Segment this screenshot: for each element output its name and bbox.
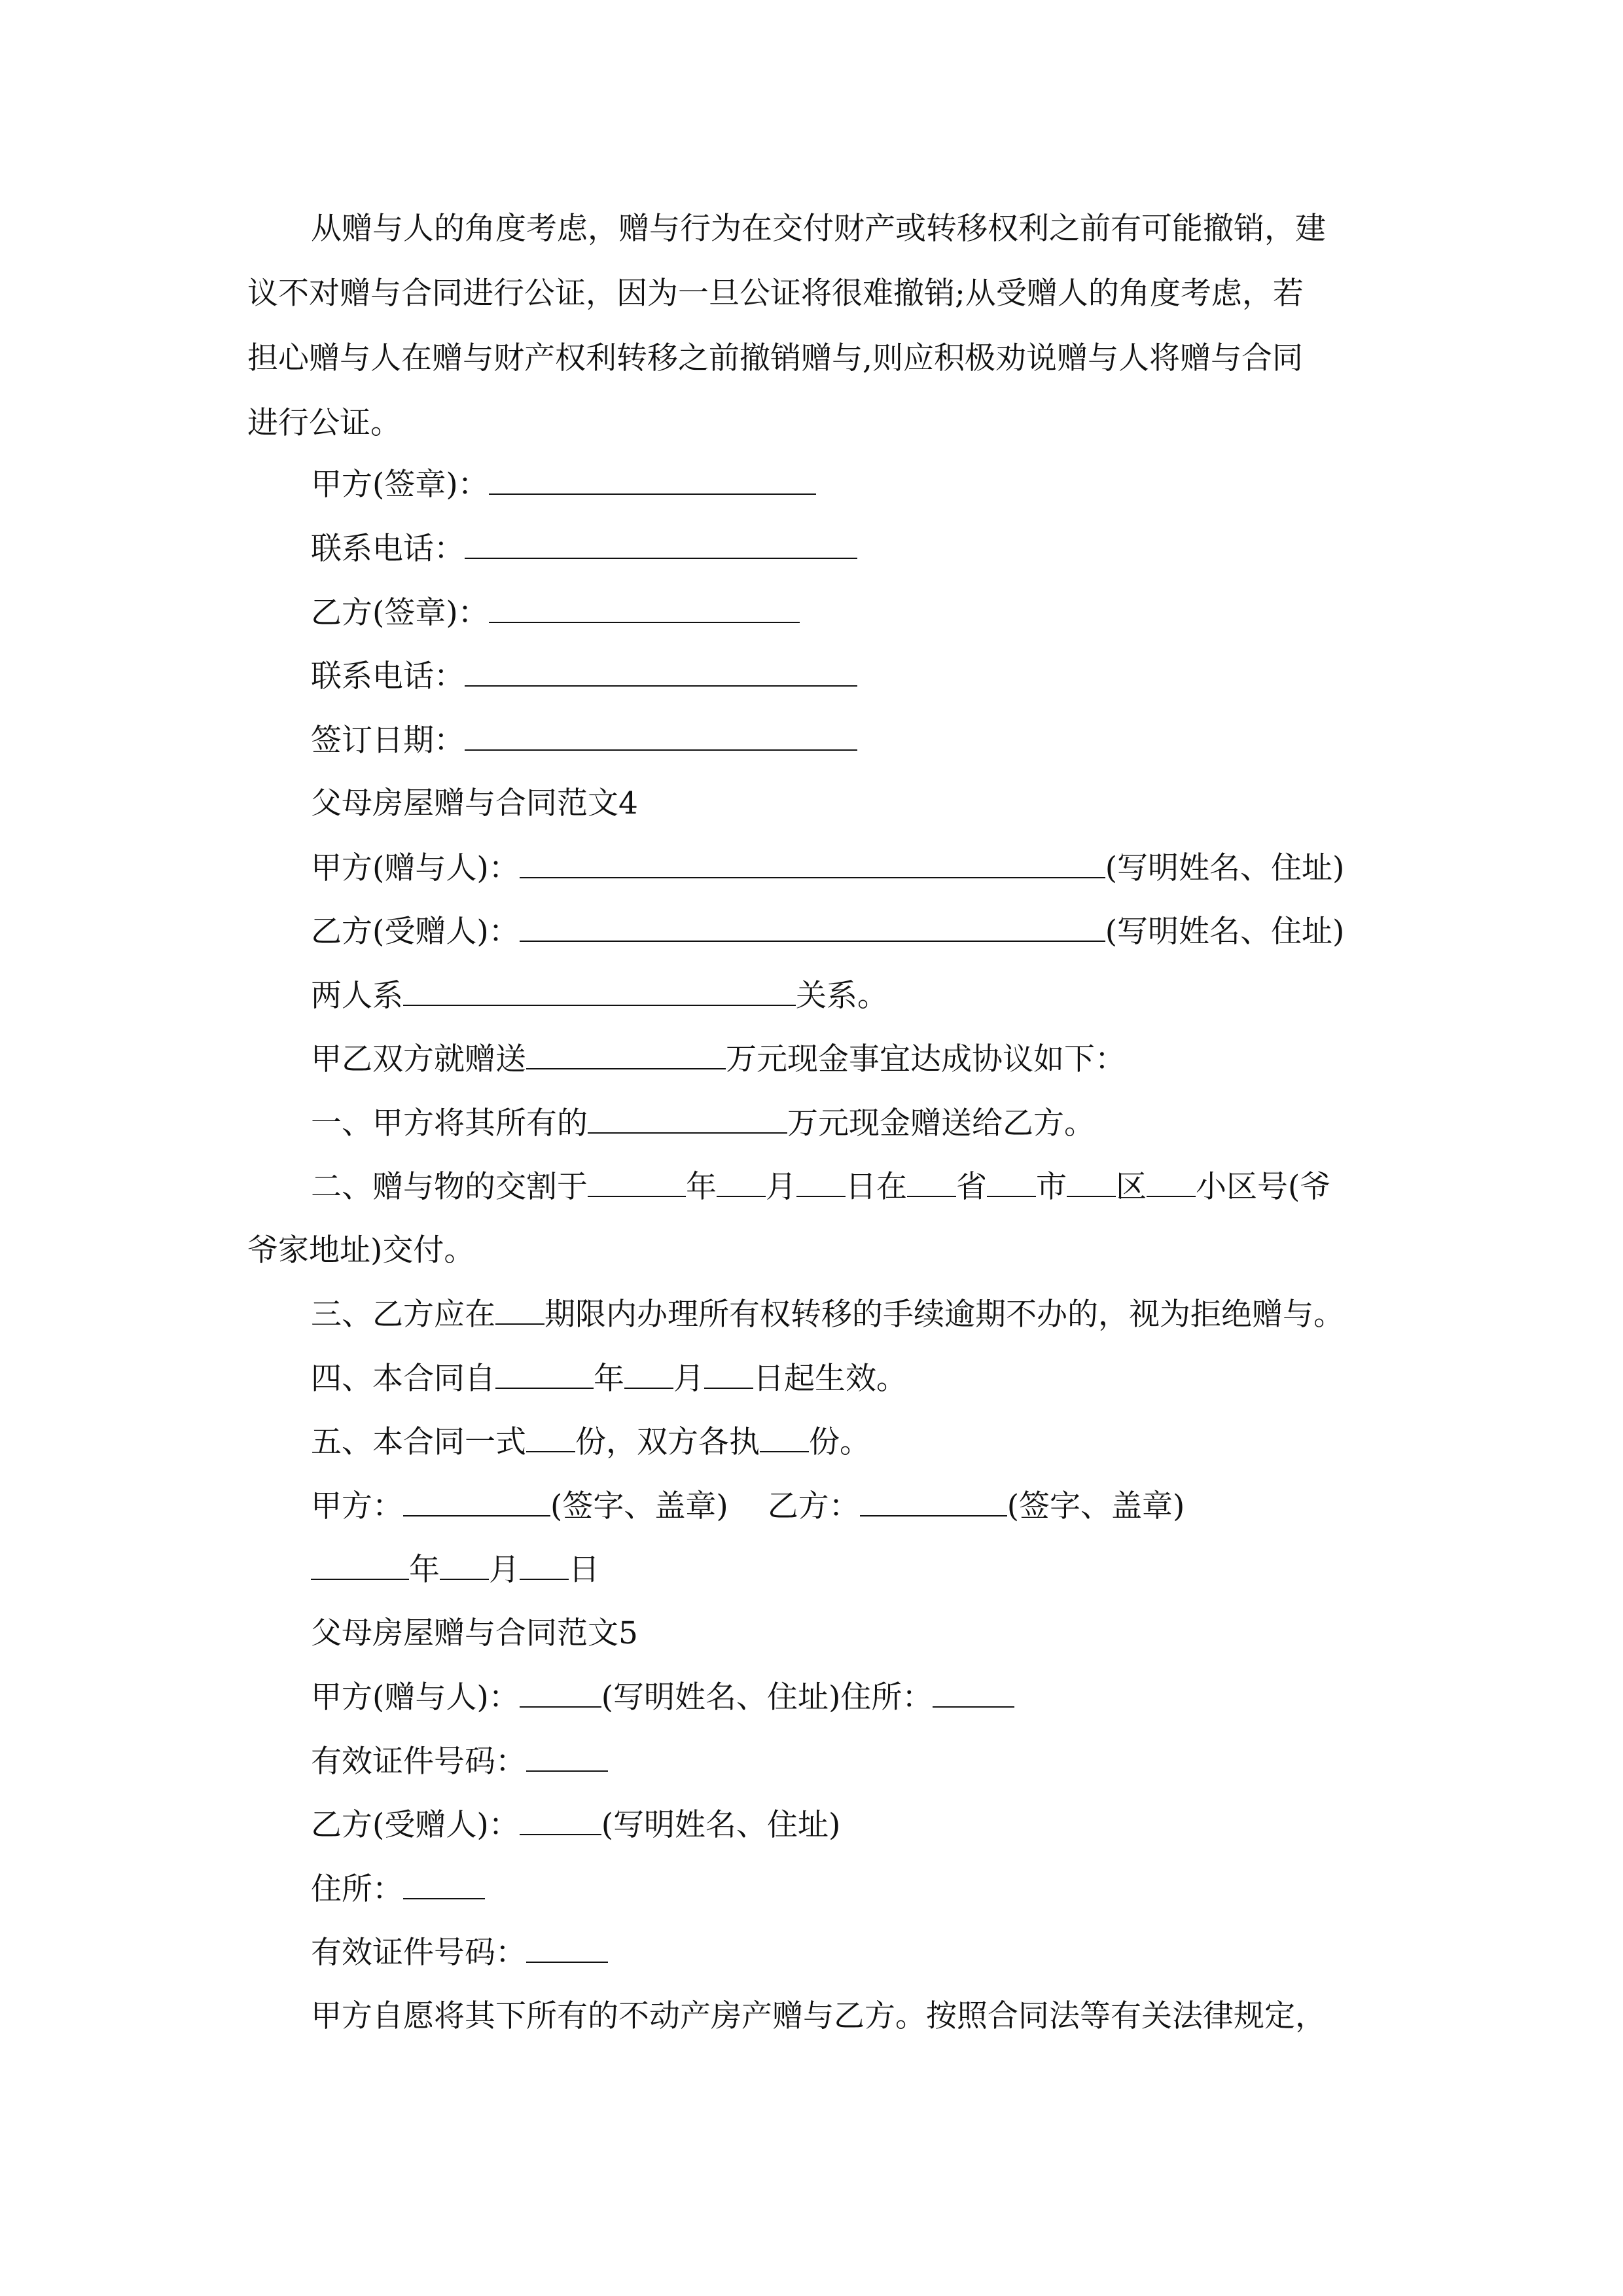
sample5-donor-note: (写明姓名、住址)住所： <box>601 1679 933 1715</box>
sample4-donor-label: 甲方(赠与人)： <box>311 850 520 886</box>
sample5-body: 甲方自愿将其下所有的不动产房产赠与乙方。按照合同法等有关法律规定， <box>311 1998 1326 2034</box>
clause4-pre: 四、本合同自 <box>311 1361 495 1397</box>
sample4-sign-b-blank[interactable] <box>860 1486 1007 1516</box>
sample4-sign-b-label: 乙方： <box>767 1488 860 1524</box>
sample4-donee-line <box>311 912 1344 952</box>
sample5-donee-blank[interactable] <box>520 1805 601 1835</box>
clause4-day-blank[interactable] <box>704 1359 753 1389</box>
clause2-district-blank[interactable] <box>1067 1167 1116 1197</box>
sample5-id-blank-1[interactable] <box>526 1742 608 1772</box>
clause3-post: 期限内办理所有权转移的手续逾期不办的，视为拒绝赠与。 <box>544 1297 1344 1333</box>
sample4-relation-pre: 两人系 <box>311 978 403 1014</box>
clause2-day-blank[interactable] <box>796 1167 846 1197</box>
sample4-relation-line <box>311 976 888 1016</box>
sample4-clause-3 <box>311 1295 1344 1335</box>
clause2-district: 区 <box>1116 1169 1147 1205</box>
clause5-each-blank[interactable] <box>760 1422 809 1452</box>
clause3-pre: 三、乙方应在 <box>311 1297 495 1333</box>
sample4-agree-post: 万元现金事宜达成协议如下： <box>726 1041 1126 1077</box>
clause1-amount-blank[interactable] <box>588 1103 787 1134</box>
sample5-id-line-2 <box>311 1933 608 1973</box>
phone-line-2 <box>311 656 857 696</box>
clause3-period-blank[interactable] <box>495 1295 544 1325</box>
clause2-tail: 小区号(爷 <box>1196 1169 1331 1205</box>
sample5-id-line-1 <box>311 1742 608 1782</box>
sample4-sign-a-blank[interactable] <box>403 1486 550 1516</box>
sample5-donor-label: 甲方(赠与人)： <box>311 1679 520 1715</box>
clause1-post: 万元现金赠送给乙方。 <box>787 1105 1095 1141</box>
sample5-address-blank[interactable] <box>403 1869 485 1899</box>
sample5-donee-note: (写明姓名、住址) <box>601 1807 841 1843</box>
sample4-clause-5 <box>311 1422 870 1462</box>
phone-blank-1[interactable] <box>465 529 857 559</box>
party-a-sign-line <box>311 465 816 505</box>
sample4-sign-line <box>311 1486 1185 1526</box>
clause4-month: 月 <box>673 1361 704 1397</box>
sample4-relation-blank[interactable] <box>403 976 796 1006</box>
phone-blank-2[interactable] <box>465 656 857 687</box>
phone-line-1 <box>311 529 857 569</box>
sample4-donor-note: (写明姓名、住址) <box>1105 850 1345 886</box>
sample4-donor-line <box>311 848 1344 888</box>
sample4-sign-a-label: 甲方： <box>311 1488 403 1524</box>
sample5-donor-blank[interactable] <box>520 1677 601 1708</box>
sample4-agree-pre: 甲乙双方就赠送 <box>311 1041 526 1077</box>
party-a-sign-label: 甲方(签章)： <box>311 467 489 503</box>
clause5-copies-blank[interactable] <box>526 1422 575 1452</box>
sample5-donor-address-blank[interactable] <box>933 1677 1014 1708</box>
sample5-id-blank-2[interactable] <box>526 1933 608 1963</box>
sample5-donor-line <box>311 1677 1014 1717</box>
sample4-clause-2 <box>311 1167 1330 1207</box>
clause1-pre: 一、甲方将其所有的 <box>311 1105 588 1141</box>
sample5-address-line <box>311 1869 485 1909</box>
party-b-sign-line <box>311 593 800 633</box>
clause2-community-blank[interactable] <box>1147 1167 1196 1197</box>
clause4-post: 日起生效。 <box>753 1361 907 1397</box>
sample4-sign-a-note: (签字、盖章) <box>550 1488 728 1524</box>
intro-line-1: 从赠与人的角度考虑，赠与行为在交付财产或转移权利之前有可能撤销，建 <box>311 211 1326 247</box>
sample4-relation-post: 关系。 <box>796 978 888 1014</box>
clause2-province: 省 <box>956 1169 987 1205</box>
sample4-date-year: 年 <box>409 1552 440 1588</box>
clause4-year: 年 <box>594 1361 624 1397</box>
intro-line-2: 议不对赠与合同进行公证，因为一旦公证将很难撤销;从受赠人的角度考虑，若 <box>247 276 1304 312</box>
phone-label-2: 联系电话： <box>311 658 465 694</box>
clause5-mid: 份，双方各执 <box>575 1424 760 1460</box>
intro-line-4: 进行公证。 <box>247 405 401 441</box>
sample5-title: 父母房屋赠与合同范文5 <box>311 1615 638 1651</box>
clause2-city: 市 <box>1036 1169 1067 1205</box>
party-b-sign-blank[interactable] <box>489 593 800 623</box>
party-b-sign-label: 乙方(签章)： <box>311 595 489 631</box>
clause5-pre: 五、本合同一式 <box>311 1424 526 1460</box>
phone-label-1: 联系电话： <box>311 531 465 567</box>
sample4-sign-b-note: (签字、盖章) <box>1007 1488 1185 1524</box>
clause4-year-blank[interactable] <box>495 1359 594 1389</box>
sample4-donee-note: (写明姓名、住址) <box>1105 914 1345 950</box>
clause4-month-blank[interactable] <box>624 1359 673 1389</box>
party-a-sign-blank[interactable] <box>489 465 816 495</box>
sample4-clause-4 <box>311 1359 907 1399</box>
sample5-donee-label: 乙方(受赠人)： <box>311 1807 520 1843</box>
sample4-clause-1 <box>311 1103 1095 1143</box>
sample4-clause-2-cont: 爷家地址)交付。 <box>247 1232 475 1268</box>
sign-date-blank[interactable] <box>465 721 857 751</box>
clause2-month: 月 <box>766 1169 796 1205</box>
sample4-agree-line <box>311 1039 1126 1079</box>
sample5-donee-line <box>311 1805 840 1845</box>
sample4-date-month-blank[interactable] <box>440 1550 489 1580</box>
sample4-donee-blank[interactable] <box>520 912 1105 942</box>
clause2-month-blank[interactable] <box>717 1167 766 1197</box>
sample5-id-label-2: 有效证件号码： <box>311 1935 526 1971</box>
clause2-city-blank[interactable] <box>987 1167 1036 1197</box>
clause5-post: 份。 <box>809 1424 870 1460</box>
intro-line-3: 担心赠与人在赠与财产权利转移之前撤销赠与,则应积极劝说赠与人将赠与合同 <box>247 340 1303 376</box>
sample5-id-label-1: 有效证件号码： <box>311 1744 526 1780</box>
sample4-donor-blank[interactable] <box>520 848 1105 878</box>
sample4-date-month: 月 <box>489 1552 520 1588</box>
sample4-donee-label: 乙方(受赠人)： <box>311 914 520 950</box>
sample4-amount-blank[interactable] <box>526 1039 726 1069</box>
clause2-year-blank[interactable] <box>588 1167 686 1197</box>
clause2-year: 年 <box>686 1169 717 1205</box>
clause2-day-at: 日在 <box>846 1169 907 1205</box>
sample5-address-label: 住所： <box>311 1871 403 1907</box>
sign-date-line <box>311 721 857 761</box>
sample4-date-day: 日 <box>569 1552 599 1588</box>
sample4-date-year-blank[interactable] <box>311 1550 409 1580</box>
sign-date-label: 签订日期： <box>311 723 465 759</box>
clause2-province-blank[interactable] <box>907 1167 956 1197</box>
sample4-title: 父母房屋赠与合同范文4 <box>311 785 638 821</box>
sample4-date-day-blank[interactable] <box>520 1550 569 1580</box>
sample4-date-line <box>311 1550 599 1590</box>
clause2-pre: 二、赠与物的交割于 <box>311 1169 588 1205</box>
